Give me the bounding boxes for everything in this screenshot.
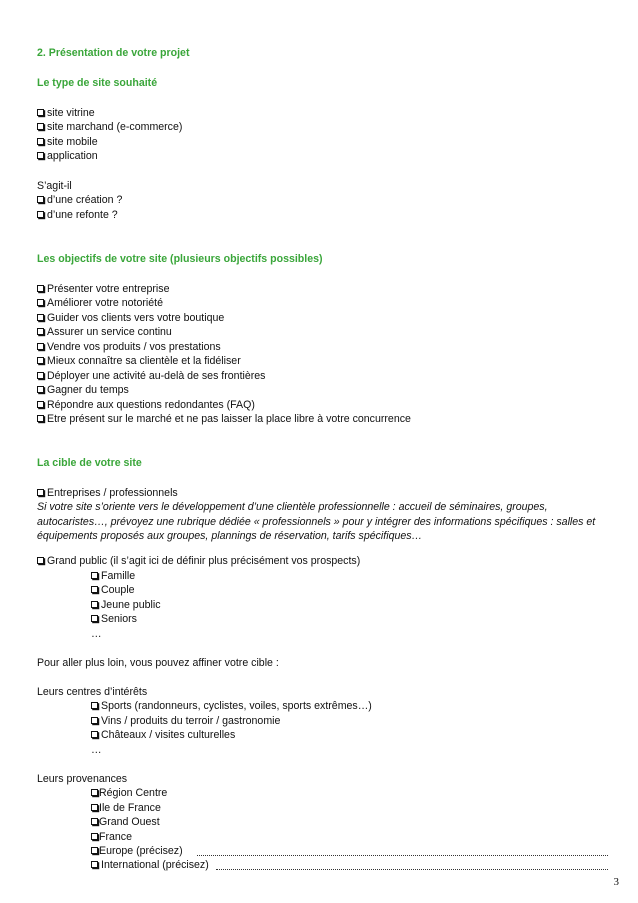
checkbox-icon[interactable] bbox=[37, 314, 44, 321]
objective-option[interactable]: Améliorer votre notoriété bbox=[37, 296, 163, 311]
site-type-option[interactable]: application bbox=[37, 149, 98, 164]
checkbox-icon[interactable] bbox=[91, 615, 98, 622]
objectives-title: Les objectifs de votre site (plusieurs objectifs possibles) bbox=[37, 253, 323, 265]
origin-option[interactable]: France bbox=[91, 830, 132, 845]
checkbox-icon[interactable] bbox=[37, 211, 44, 218]
checkbox-icon[interactable] bbox=[37, 489, 44, 496]
checkbox-icon[interactable] bbox=[91, 572, 98, 579]
objective-option[interactable]: Mieux connaître sa clientèle et la fidéliser bbox=[37, 354, 241, 369]
interest-option[interactable]: Sports (randonneurs, cyclistes, voiles, sports extrêmes…) bbox=[91, 699, 372, 714]
checkbox-icon[interactable] bbox=[37, 196, 44, 203]
nature-question: S’agit-il bbox=[37, 180, 72, 192]
checkbox-icon[interactable] bbox=[91, 601, 98, 608]
public-sub-option[interactable]: Famille bbox=[91, 569, 135, 584]
checkbox-icon[interactable] bbox=[37, 285, 44, 292]
checkbox-icon[interactable] bbox=[91, 833, 98, 840]
public-sub-option[interactable]: Jeune public bbox=[91, 598, 161, 613]
checkbox-icon[interactable] bbox=[91, 804, 98, 811]
checkbox-icon[interactable] bbox=[91, 861, 98, 868]
origin-option[interactable]: Grand Ouest bbox=[91, 815, 160, 830]
site-type-option[interactable]: site vitrine bbox=[37, 106, 95, 121]
checkbox-icon[interactable] bbox=[37, 152, 44, 159]
international-fill-line[interactable] bbox=[216, 869, 608, 870]
site-type-option[interactable]: site mobile bbox=[37, 135, 98, 150]
objective-option[interactable]: Présenter votre entreprise bbox=[37, 282, 169, 297]
business-note-line: équipements proposés aux groupes, plannings de réservation, tarifs spécifiques… bbox=[37, 530, 423, 542]
page-number: 3 bbox=[613, 876, 619, 888]
checkbox-icon[interactable] bbox=[37, 386, 44, 393]
checkbox-icon[interactable] bbox=[37, 357, 44, 364]
origins-title: Leurs provenances bbox=[37, 773, 128, 785]
checkbox-icon[interactable] bbox=[37, 328, 44, 335]
interests-more: … bbox=[91, 744, 102, 756]
checkbox-icon[interactable] bbox=[91, 702, 98, 709]
checkbox-icon[interactable] bbox=[37, 372, 44, 379]
business-note-line: autocaristes…, prévoyez une rubrique dédiée « professionnels » pour y intégrer des informations spécifiques : salles et bbox=[37, 516, 596, 528]
objective-option[interactable]: Répondre aux questions redondantes (FAQ) bbox=[37, 398, 255, 413]
public-sub-option[interactable]: Seniors bbox=[91, 612, 137, 627]
checkbox-icon[interactable] bbox=[91, 586, 98, 593]
objective-option[interactable]: Etre présent sur le marché et ne pas laisser la place libre à votre concurrence bbox=[37, 412, 411, 427]
interest-option[interactable]: Châteaux / visites culturelles bbox=[91, 728, 235, 743]
target-business-option[interactable]: Entreprises / professionnels bbox=[37, 486, 178, 501]
origin-europe-option[interactable]: Europe (précisez) bbox=[91, 844, 183, 859]
checkbox-icon[interactable] bbox=[91, 731, 98, 738]
interests-title: Leurs centres d’intérêts bbox=[37, 686, 148, 698]
checkbox-icon[interactable] bbox=[37, 138, 44, 145]
objective-option[interactable]: Déployer une activité au-delà de ses frontières bbox=[37, 369, 265, 384]
interest-option[interactable]: Vins / produits du terroir / gastronomie bbox=[91, 714, 280, 729]
refine-text: Pour aller plus loin, vous pouvez affiner votre cible : bbox=[37, 657, 279, 669]
checkbox-icon[interactable] bbox=[91, 818, 98, 825]
objective-option[interactable]: Gagner du temps bbox=[37, 383, 129, 398]
target-public-option[interactable]: Grand public (il s’agit ici de définir plus précisément vos prospects) bbox=[37, 554, 360, 569]
checkbox-icon[interactable] bbox=[91, 717, 98, 724]
nature-option[interactable]: d’une création ? bbox=[37, 193, 122, 208]
objective-option[interactable]: Guider vos clients vers votre boutique bbox=[37, 311, 224, 326]
checkbox-icon[interactable] bbox=[91, 789, 98, 796]
checkbox-icon[interactable] bbox=[37, 343, 44, 350]
checkbox-icon[interactable] bbox=[91, 847, 98, 854]
europe-fill-line[interactable] bbox=[197, 855, 608, 856]
origin-international-option[interactable]: International (précisez) bbox=[91, 858, 209, 873]
objective-option[interactable]: Assurer un service continu bbox=[37, 325, 172, 340]
business-note-line: Si votre site s’oriente vers le développement d’une clientèle professionnelle : accueil de séminaires, groupes, bbox=[37, 501, 548, 513]
target-title: La cible de votre site bbox=[37, 457, 142, 469]
origin-option[interactable]: Ile de France bbox=[91, 801, 161, 816]
site-type-option[interactable]: site marchand (e-commerce) bbox=[37, 120, 182, 135]
checkbox-icon[interactable] bbox=[37, 401, 44, 408]
site-type-title: Le type de site souhaité bbox=[37, 77, 158, 89]
public-sub-option[interactable]: Couple bbox=[91, 583, 135, 598]
origin-option[interactable]: Région Centre bbox=[91, 786, 167, 801]
checkbox-icon[interactable] bbox=[37, 299, 44, 306]
nature-option[interactable]: d’une refonte ? bbox=[37, 208, 118, 223]
objective-option[interactable]: Vendre vos produits / vos prestations bbox=[37, 340, 221, 355]
public-more: … bbox=[91, 628, 102, 640]
section-heading: 2. Présentation de votre projet bbox=[37, 47, 190, 59]
checkbox-icon[interactable] bbox=[37, 415, 44, 422]
checkbox-icon[interactable] bbox=[37, 557, 44, 564]
checkbox-icon[interactable] bbox=[37, 109, 44, 116]
checkbox-icon[interactable] bbox=[37, 123, 44, 130]
